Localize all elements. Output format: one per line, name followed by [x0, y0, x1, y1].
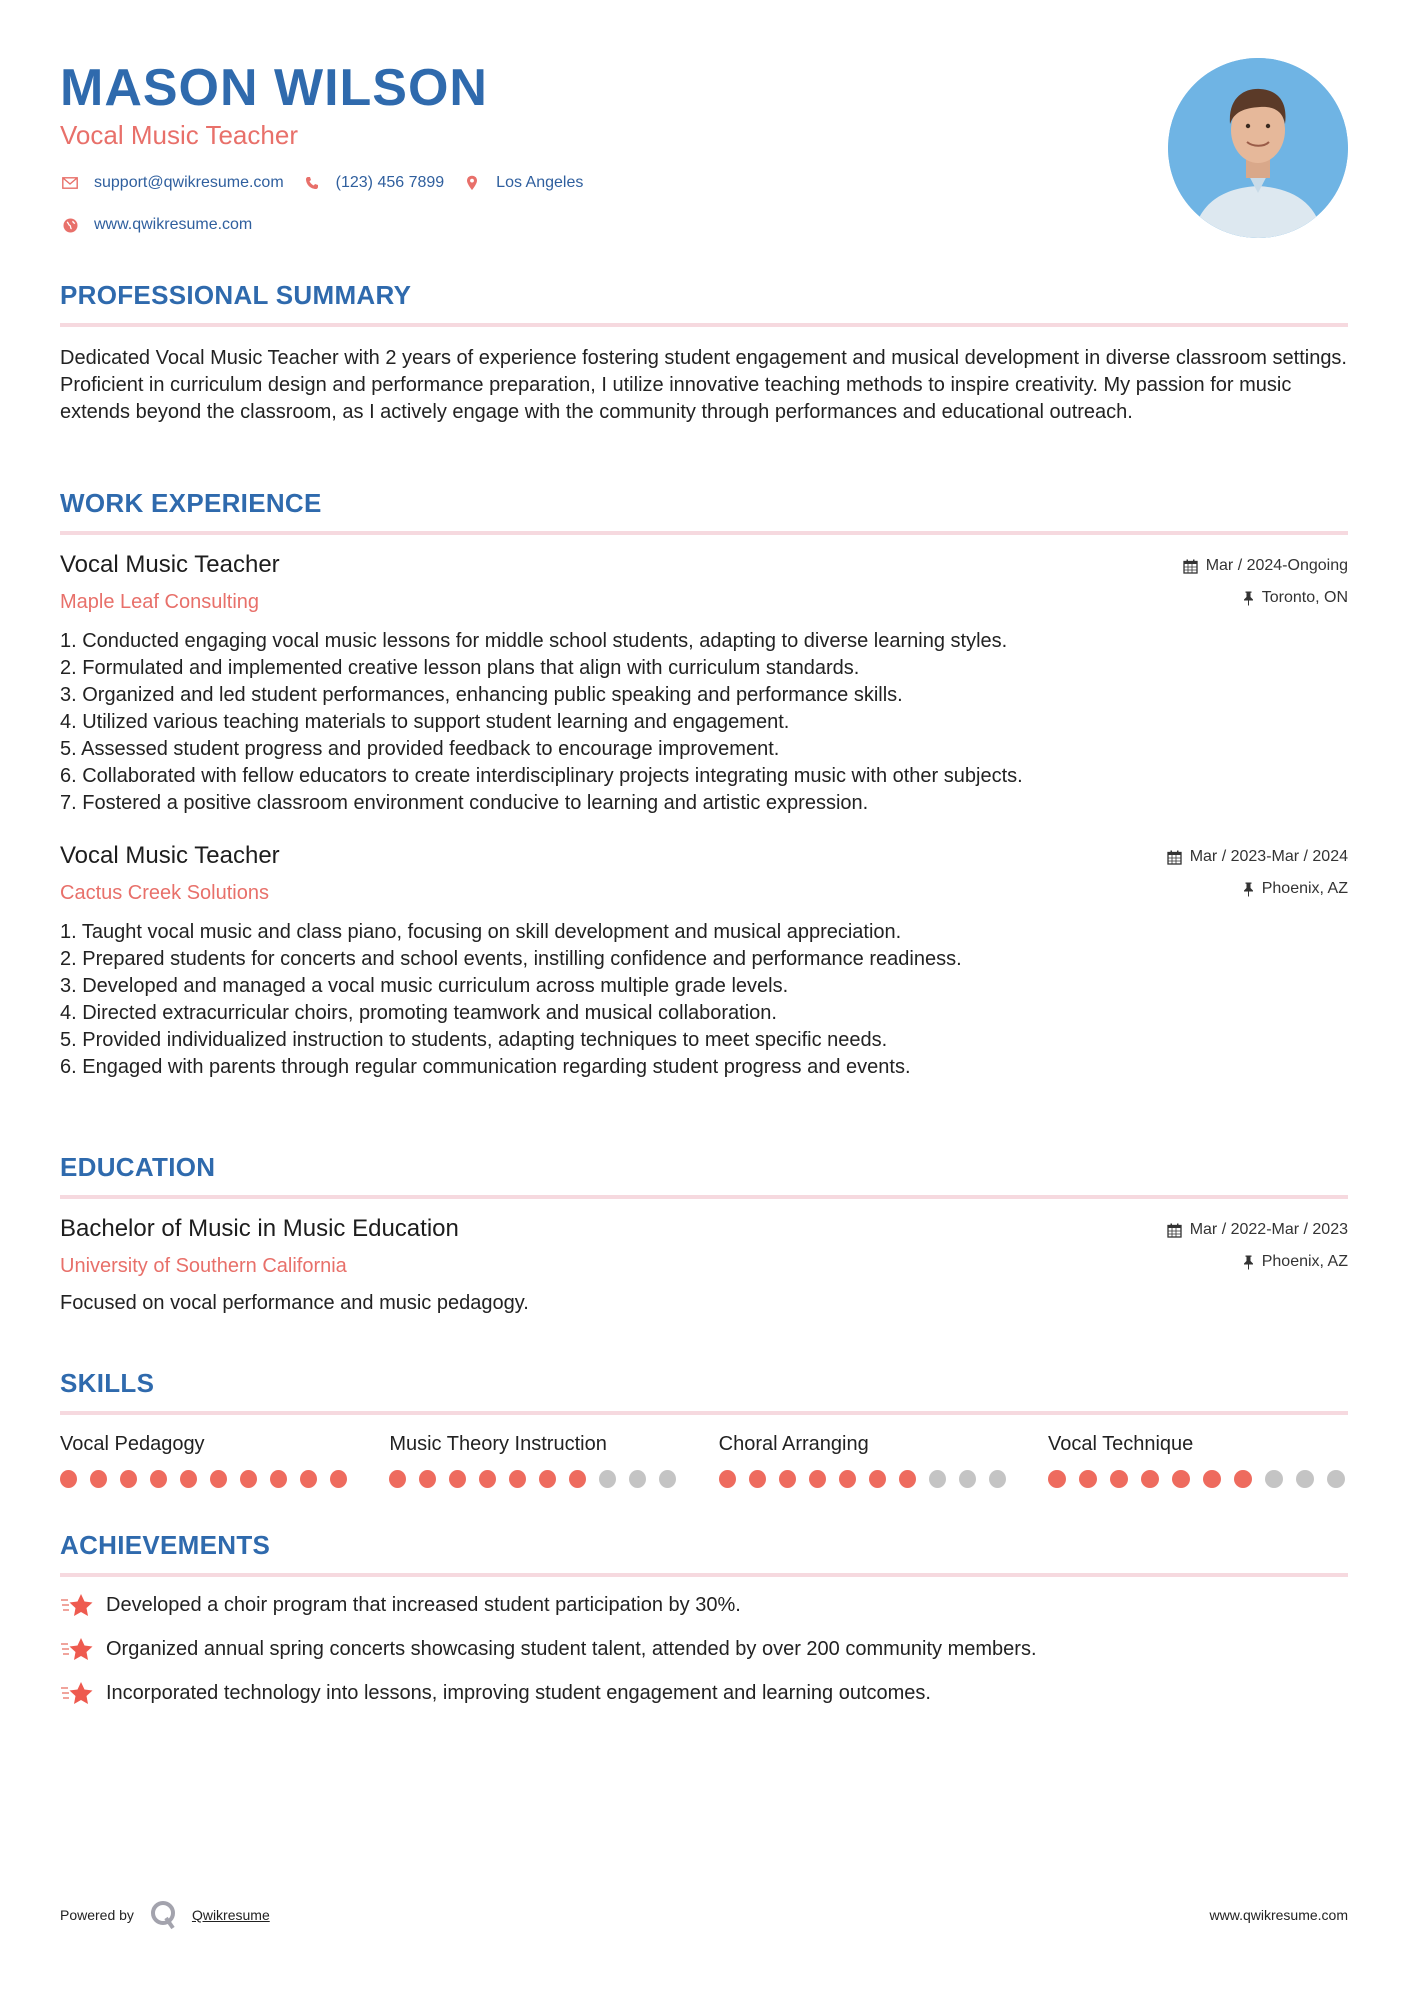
school-name: University of Southern California [60, 1255, 347, 1277]
bullet-item: 6. Engaged with parents through regular communication regarding student progress and events. [60, 1056, 911, 1078]
job-dates: Mar / 2023-Mar / 2024 [1167, 846, 1348, 868]
skills-section [60, 1368, 1348, 1488]
skill-item: Choral Arranging [719, 1433, 1019, 1488]
section-divider [60, 1195, 1348, 1199]
achievements-section [60, 1530, 1348, 1707]
job-dates: Mar / 2024-Ongoing [1183, 555, 1348, 577]
bullet-item: 3. Developed and managed a vocal music curriculum across multiple grade levels. [60, 975, 789, 997]
section-divider [60, 323, 1348, 327]
profile-photo [1168, 58, 1348, 238]
contact-phone[interactable] [302, 173, 445, 193]
contact-row [60, 173, 601, 193]
bullet-item: 4. Directed extracurricular choirs, promoting teamwork and musical collaboration. [60, 1002, 777, 1024]
qwikresume-logo-icon [150, 1900, 178, 1930]
contact-email[interactable] [60, 173, 284, 193]
email-text: support@qwikresume.com [94, 174, 284, 191]
bullet-item: 3. Organized and led student performances, enhancing public speaking and performance skills. [60, 684, 903, 706]
summary-section [60, 280, 1348, 426]
pushpin-icon [1243, 882, 1254, 897]
bullet-item: 4. Utilized various teaching materials to support student learning and engagement. [60, 711, 790, 733]
pushpin-icon [1243, 591, 1254, 606]
job-bullets [60, 628, 1348, 817]
skill-item: Vocal Technique [1048, 1433, 1348, 1488]
skill-rating [1048, 1470, 1348, 1488]
job-bullets [60, 919, 1348, 1081]
website-text: www.qwikresume.com [94, 216, 253, 233]
calendar-icon [1183, 559, 1198, 574]
map-pin-icon [462, 173, 482, 193]
contact-location [462, 173, 583, 193]
bullet-item: 2. Formulated and implemented creative lesson plans that align with curriculum standards. [60, 657, 860, 679]
skill-item: Vocal Pedagogy [60, 1433, 360, 1488]
education-meta [1167, 1219, 1348, 1273]
bullet-item: 1. Taught vocal music and class piano, focusing on skill development and musical appreciation. [60, 921, 902, 943]
envelope-icon [60, 173, 80, 193]
qwikresume-link[interactable]: Qwikresume [191, 1907, 270, 1923]
education-section [60, 1152, 1348, 1317]
achievement-item: Organized annual spring concerts showcasing student talent, attended by over 200 community members. [60, 1635, 1348, 1663]
section-divider [60, 1411, 1348, 1415]
skill-item: Music Theory Instruction [389, 1433, 689, 1488]
skill-rating [719, 1470, 1019, 1488]
location-text: Los Angeles [496, 174, 584, 191]
skill-rating [389, 1470, 689, 1488]
footer-website[interactable]: www.qwikresume.com [1209, 1907, 1348, 1923]
section-title-summary: PROFESSIONAL SUMMARY [60, 280, 412, 310]
calendar-icon [1167, 850, 1182, 865]
degree-title: Bachelor of Music in Music Education [60, 1215, 459, 1242]
shooting-star-icon [60, 1679, 94, 1707]
summary-text: Dedicated Vocal Music Teacher with 2 years of experience fostering student engagement and musical development in diverse classroom settings. Proficient in curriculum design and performance preparation, I utilize innovative teaching methods to inspire creativity. My passion for music extends beyond the classroom, as I actively engage with the community through performances and educational outreach. [60, 347, 1347, 423]
pushpin-icon [1243, 1255, 1254, 1270]
phone-text: (123) 456 7899 [335, 174, 445, 191]
candidate-role: Vocal Music Teacher [60, 120, 298, 150]
experience-section [60, 488, 1348, 1081]
achievement-item: Developed a choir program that increased student participation by 30%. [60, 1591, 1348, 1619]
resume-header [60, 0, 1348, 250]
bullet-item: 7. Fostered a positive classroom environment conducive to learning and artistic expression. [60, 792, 869, 814]
job-company: Cactus Creek Solutions [60, 882, 269, 904]
job-company: Maple Leaf Consulting [60, 591, 260, 613]
section-title-skills: SKILLS [60, 1368, 155, 1398]
globe-icon [60, 215, 80, 235]
bullet-item: 5. Assessed student progress and provided feedback to encourage improvement. [60, 738, 780, 760]
bullet-item: 6. Collaborated with fellow educators to create interdisciplinary projects integrating music with other subjects. [60, 765, 1023, 787]
achievement-item: Incorporated technology into lessons, improving student engagement and learning outcomes. [60, 1679, 1348, 1707]
section-title-experience: WORK EXPERIENCE [60, 488, 322, 518]
candidate-name: MASON WILSON [60, 59, 488, 117]
job-title: Vocal Music Teacher [60, 551, 280, 578]
education-location: Phoenix, AZ [1167, 1251, 1348, 1273]
calendar-icon [1167, 1223, 1182, 1238]
shooting-star-icon [60, 1591, 94, 1619]
powered-by [60, 1900, 270, 1930]
job-meta [1183, 555, 1348, 609]
skills-list [60, 1433, 1348, 1488]
education-description: Focused on vocal performance and music pedagogy. [60, 1292, 529, 1314]
job-entry [60, 842, 1348, 1081]
resume-page [60, 0, 1348, 1704]
education-dates: Mar / 2022-Mar / 2023 [1167, 1219, 1348, 1241]
contact-website[interactable] [60, 215, 252, 235]
contact-row-website [60, 215, 270, 235]
bullet-item: 5. Provided individualized instruction to students, adapting techniques to meet specific needs. [60, 1029, 888, 1051]
section-divider [60, 531, 1348, 535]
phone-icon [302, 173, 322, 193]
page-footer [60, 1900, 1348, 1930]
achievements-list [60, 1591, 1348, 1707]
skill-rating [60, 1470, 360, 1488]
section-divider [60, 1573, 1348, 1577]
powered-by-label: Powered by [60, 1907, 134, 1923]
shooting-star-icon [60, 1635, 94, 1663]
bullet-item: 1. Conducted engaging vocal music lessons for middle school students, adapting to diverse learning styles. [60, 630, 1008, 652]
section-title-achievements: ACHIEVEMENTS [60, 1530, 271, 1560]
job-meta [1167, 846, 1348, 900]
job-location: Toronto, ON [1183, 587, 1348, 609]
bullet-item: 2. Prepared students for concerts and school events, instilling confidence and performance readiness. [60, 948, 962, 970]
education-entry [60, 1215, 1348, 1317]
section-title-education: EDUCATION [60, 1152, 216, 1182]
job-entry [60, 551, 1348, 817]
job-title: Vocal Music Teacher [60, 842, 280, 869]
job-location: Phoenix, AZ [1167, 878, 1348, 900]
